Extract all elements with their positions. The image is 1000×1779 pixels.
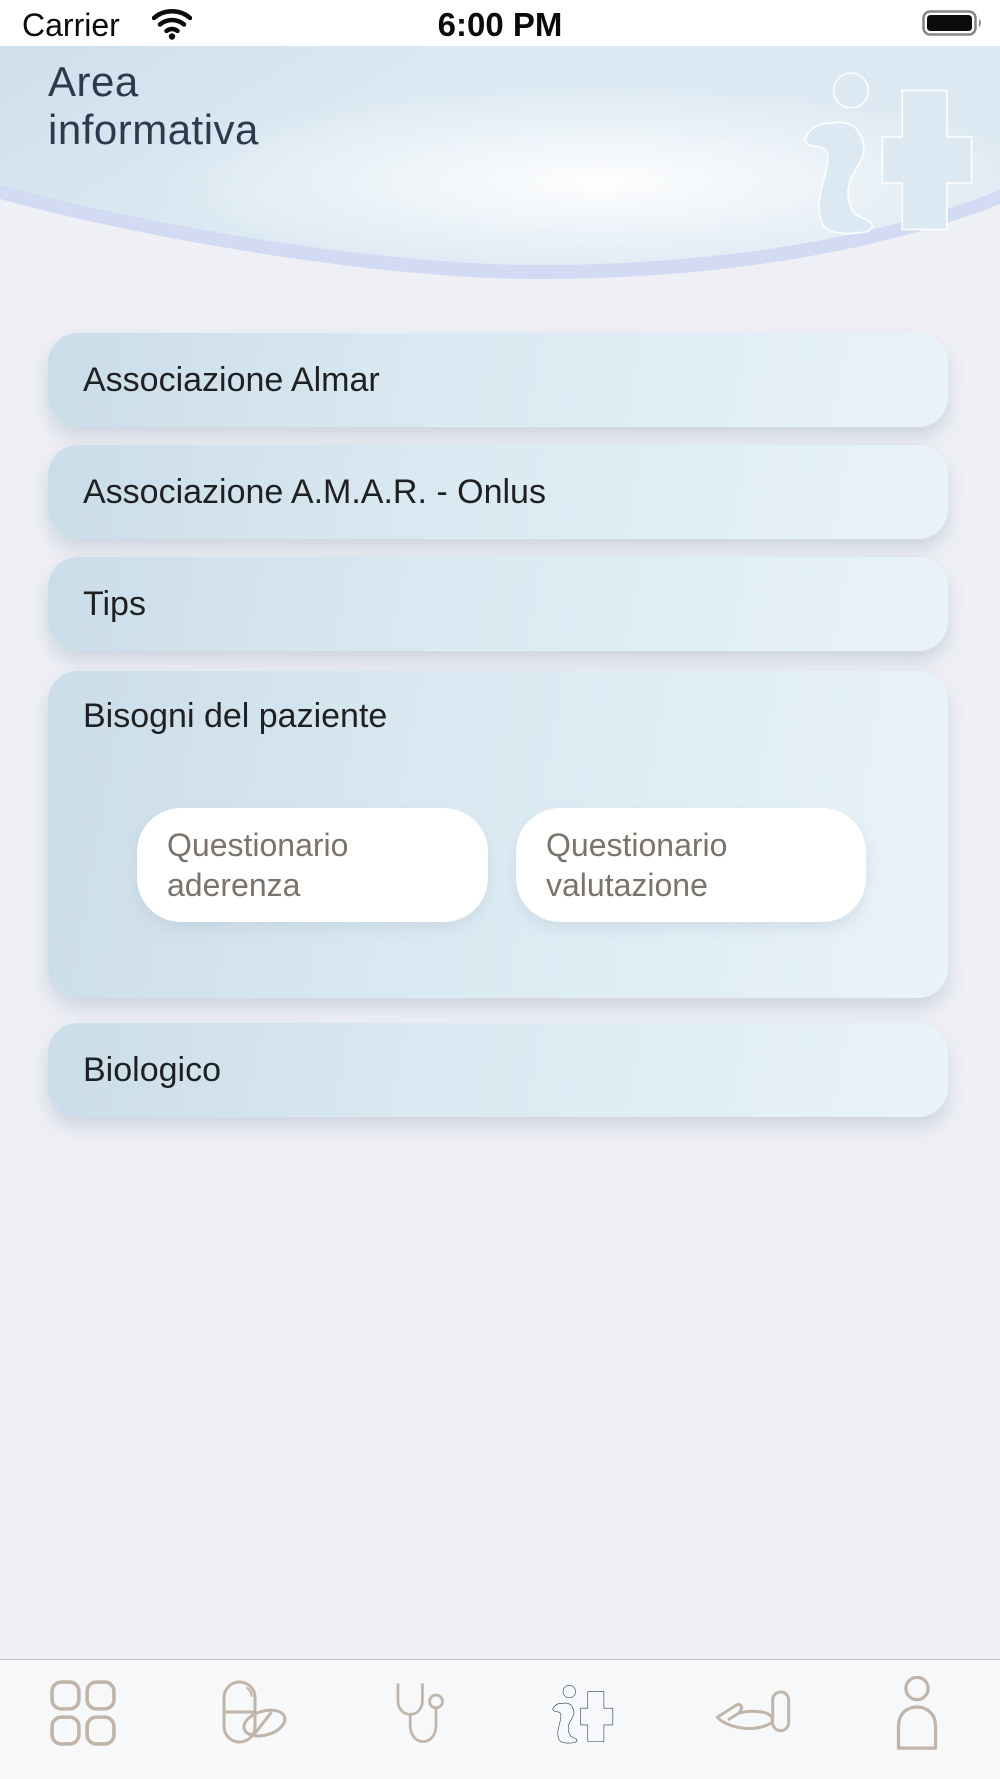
carrier-label: Carrier bbox=[22, 7, 120, 43]
tab-info[interactable] bbox=[500, 1660, 667, 1779]
card-associazione-almar[interactable] bbox=[48, 333, 948, 427]
info-plus-icon bbox=[798, 64, 980, 236]
hand-give-icon bbox=[708, 1685, 792, 1741]
info-plus-icon bbox=[550, 1682, 616, 1744]
card-bisogni-del-paziente[interactable] bbox=[48, 671, 948, 998]
person-icon bbox=[891, 1676, 943, 1750]
tab-profile[interactable] bbox=[833, 1660, 1000, 1779]
tab-pills[interactable] bbox=[167, 1660, 334, 1779]
status-time: 6:00 PM bbox=[437, 6, 563, 43]
grid-icon bbox=[50, 1680, 116, 1746]
card-label: Associazione Almar bbox=[83, 360, 380, 399]
card-group-title: Bisogni del paziente bbox=[83, 697, 388, 735]
status-bar bbox=[0, 0, 1000, 46]
tab-stethoscope[interactable] bbox=[333, 1660, 500, 1779]
pills-icon bbox=[212, 1679, 288, 1747]
button-label: Questionario aderenza bbox=[167, 827, 349, 903]
card-tips[interactable] bbox=[48, 557, 948, 651]
tab-bar bbox=[0, 1659, 1000, 1779]
button-label: Questionario valutazione bbox=[546, 827, 728, 903]
stethoscope-icon bbox=[383, 1681, 451, 1745]
tab-grid[interactable] bbox=[0, 1660, 167, 1779]
questionario-aderenza-button[interactable] bbox=[137, 808, 488, 922]
card-biologico[interactable] bbox=[48, 1023, 948, 1117]
card-label: Biologico bbox=[83, 1050, 221, 1089]
card-label: Tips bbox=[83, 584, 146, 623]
tab-hand[interactable] bbox=[667, 1660, 834, 1779]
page-title: Area informativa bbox=[48, 58, 259, 153]
battery-full-icon bbox=[922, 10, 984, 36]
card-label: Associazione A.M.A.R. - Onlus bbox=[83, 472, 546, 511]
questionario-valutazione-button[interactable] bbox=[516, 808, 866, 922]
card-associazione-amar-onlus[interactable] bbox=[48, 445, 948, 539]
